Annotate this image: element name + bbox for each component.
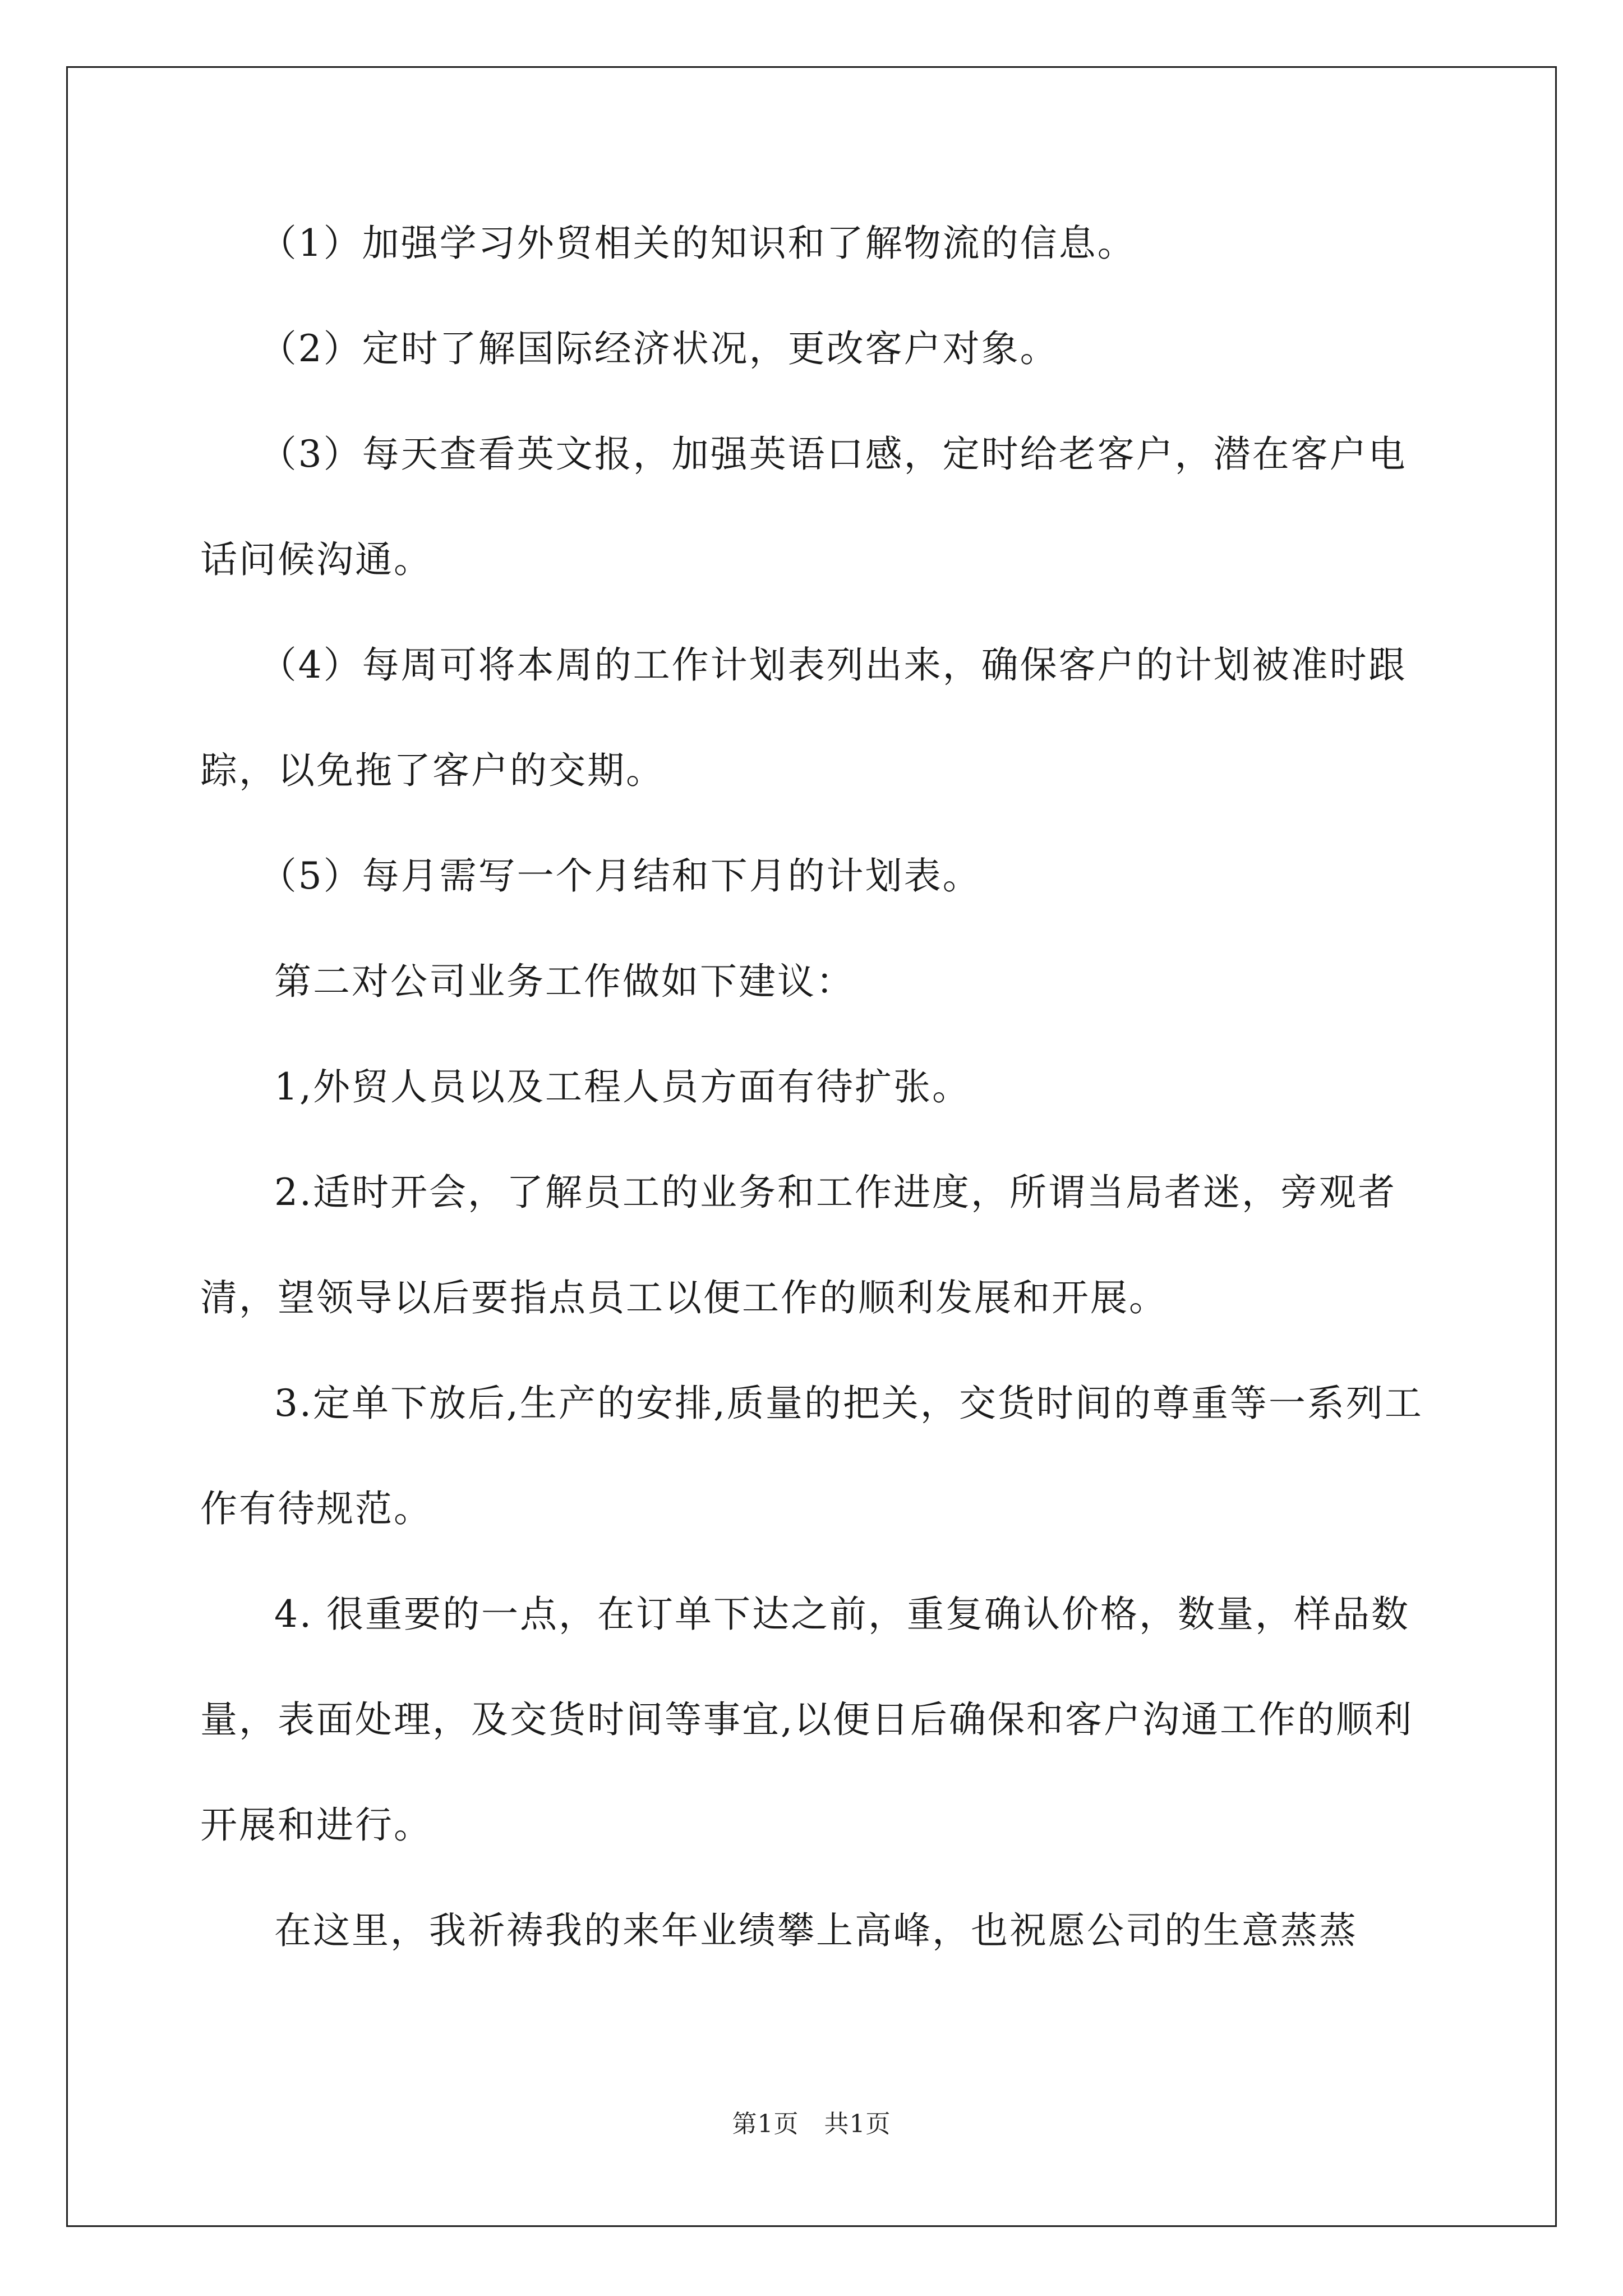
paragraph-item-2: （2）定时了解国际经济状况，更改客户对象。	[259, 327, 1059, 370]
paragraph-item-4: （4）每周可将本周的工作计划表列出来，确保客户的计划被准时跟踪，以免拖了客户的交期。	[200, 643, 1407, 792]
paragraph-suggestion-1: 1,外贸人员以及工程人员方面有待扩张。	[274, 1065, 971, 1108]
paragraph-item-1: （1）加强学习外贸相关的知识和了解物流的信息。	[259, 222, 1136, 265]
paragraph-section-heading: 第二对公司业务工作做如下建议：	[274, 960, 855, 1003]
paragraph-item-3: （3）每天查看英文报，加强英语口感，定时给老客户，潜在客户电话问候沟通。	[200, 432, 1407, 581]
page-number-footer: 第1页 共1页	[732, 2110, 891, 2138]
paragraph-suggestion-2: 2.适时开会，了解员工的业务和工作进度，所谓当局者迷，旁观者清，望领导以后要指点员工以便工作的顺利发展和开展。	[200, 1171, 1396, 1319]
document-body	[200, 191, 1434, 1984]
paragraph-suggestion-4: 4. 很重要的一点，在订单下达之前，重复确认价格，数量，样品数量，表面处理，及交货时间等事宜,以便日后确保和客户沟通工作的顺利开展和进行。	[200, 1593, 1413, 1847]
paragraph-item-5: （5）每月需写一个月结和下月的计划表。	[259, 854, 981, 898]
paragraph-closing: 在这里，我祈祷我的来年业绩攀上高峰，也祝愿公司的生意蒸蒸	[274, 1909, 1358, 1952]
paragraph-suggestion-3: 3.定单下放后,生产的安排,质量的把关，交货时间的尊重等一系列工作有待规范。	[200, 1382, 1423, 1530]
